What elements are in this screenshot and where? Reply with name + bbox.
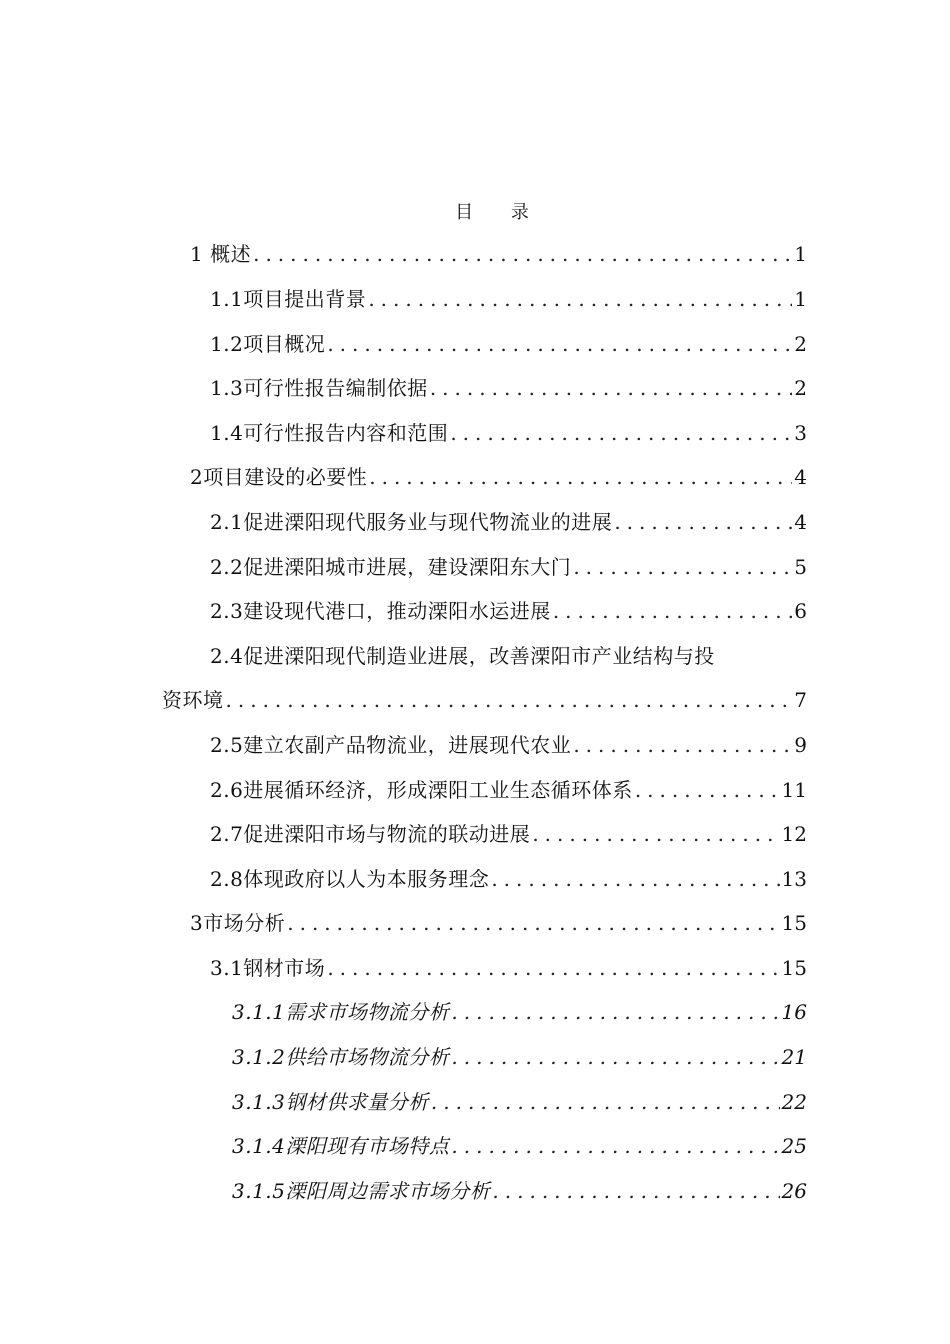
toc-entry[interactable] [210,322,807,366]
dot-leader [571,723,792,767]
toc-entry-page: 7 [794,688,807,712]
toc-entry-label: 3.1钢材市场 [210,956,326,980]
dot-leader [251,232,792,276]
dot-leader [489,857,779,901]
toc-entry-page: 2 [794,376,807,400]
dot-leader [224,678,793,722]
toc-entry-label: 3市场分析 [190,911,286,935]
toc-entry-page: 13 [781,867,807,891]
dot-leader [428,366,792,410]
toc-entry[interactable] [162,678,807,722]
dot-leader [429,1080,780,1124]
toc-entry[interactable] [190,232,807,276]
toc-entry[interactable] [210,500,807,544]
toc-entry-label: 1.1项目提出背景 [210,287,367,311]
toc-entry[interactable] [210,545,807,589]
toc-entry-page: 5 [794,555,807,579]
toc-entry-label: 3.1.4溧阳现有市场特点 [232,1134,450,1158]
toc-entry[interactable] [232,990,807,1034]
dot-leader [448,411,792,455]
dot-leader [366,277,792,321]
toc-entry-page: 16 [781,1000,807,1024]
dot-leader [551,589,792,633]
toc-entry-page: 15 [781,956,807,980]
toc-entry[interactable] [190,455,807,499]
dot-leader [571,545,792,589]
dot-leader [325,946,779,990]
dot-leader [449,1124,779,1168]
toc-entry-label: 2.1促进溧阳现代服务业与现代物流业的进展 [210,510,613,534]
toc-entry[interactable] [210,589,807,633]
dot-leader [367,455,792,499]
toc-entry-label: 3.1.2供给市场物流分析 [232,1045,450,1069]
dot-leader [612,500,792,544]
toc-entry-label: 2.7促进溧阳市场与物流的联动进展 [210,822,531,846]
toc-entry-page: 22 [781,1090,807,1114]
toc-entry[interactable] [210,812,807,856]
dot-leader [325,322,792,366]
toc-entry-page: 3 [794,421,807,445]
toc-entry[interactable] [232,1124,807,1168]
dot-leader [530,812,779,856]
toc-entry-page: 25 [781,1134,807,1158]
toc-entry[interactable] [210,768,807,812]
toc-entry-label: 1.4可行性报告内容和范围 [210,421,449,445]
toc-entry[interactable] [210,946,807,990]
toc-entry[interactable] [210,277,807,321]
toc-entry-label: 3.1.3钢材供求量分析 [232,1090,429,1114]
toc-entry[interactable] [232,1035,807,1079]
toc-entry-label: 2.3建设现代港口，推动溧阳水运进展 [210,599,551,623]
toc-entry-label: 3.1.1需求市场物流分析 [232,1000,450,1024]
toc-entry-page: 21 [781,1045,807,1069]
toc-entry-wrapped-line[interactable]: 2.4促进溧阳现代制造业进展，改善溧阳市产业结构与投 [210,644,715,668]
dot-leader [285,901,779,945]
dot-leader [490,1169,779,1213]
dot-leader [633,768,780,812]
toc-entry-label: 2项目建设的必要性 [190,465,368,489]
toc-entry-label: 2.5建立农副产品物流业，进展现代农业 [210,733,572,757]
toc-entry-page: 12 [781,822,807,846]
toc-entry-page: 15 [781,911,807,935]
toc-entry-label: 1 概述 [190,242,252,266]
toc-entry[interactable] [232,1169,807,1213]
toc-entry-page: 4 [794,465,807,489]
toc-entry-label: 2.6进展循环经济，形成溧阳工业生态循环体系 [210,778,633,802]
toc-entry-page: 6 [794,599,807,623]
dot-leader [449,1035,779,1079]
toc-entry[interactable] [210,411,807,455]
toc-entry[interactable] [210,723,807,767]
toc-entry-page: 26 [781,1179,807,1203]
toc-entry-label: 1.2项目概况 [210,332,326,356]
dot-leader [449,990,779,1034]
toc-entry[interactable] [210,366,807,410]
toc-entry-page: 11 [781,778,807,802]
toc-entry-page: 4 [794,510,807,534]
toc-entry[interactable] [190,901,807,945]
toc-title: 目 录 [455,202,545,223]
toc-entry-page: 1 [794,287,807,311]
toc-entry-page: 2 [794,332,807,356]
toc-entry[interactable] [210,857,807,901]
toc-entry-page: 9 [794,733,807,757]
toc-entry[interactable] [232,1080,807,1124]
toc-entry-label: 2.2促进溧阳城市进展，建设溧阳东大门 [210,555,572,579]
toc-entry-label: 2.8体现政府以人为本服务理念 [210,867,490,891]
toc-entry-label: 资环境 [162,688,224,712]
toc-entry-label: 1.3可行性报告编制依据 [210,376,428,400]
toc-entry-page: 1 [794,242,807,266]
toc-entry-label: 3.1.5溧阳周边需求市场分析 [232,1179,491,1203]
